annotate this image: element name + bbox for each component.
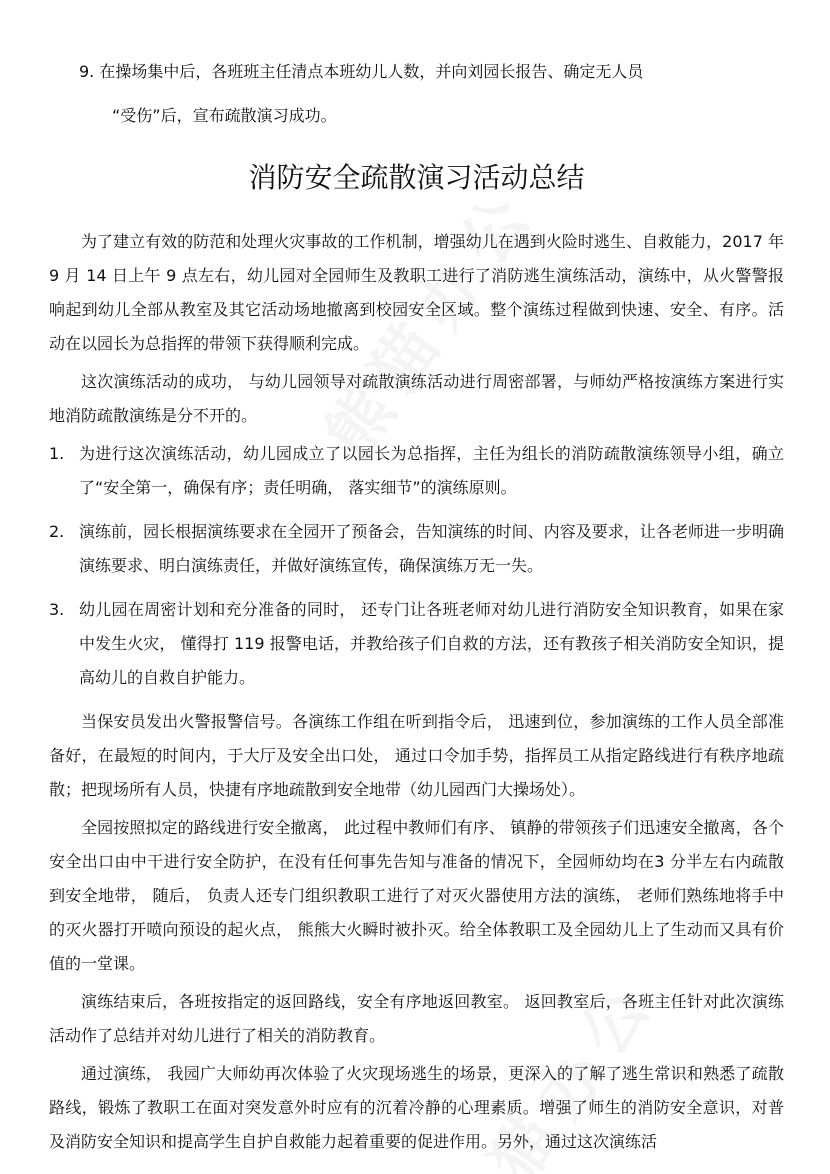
list-text: 为进行这次演练活动，幼儿园成立了以园长为总指挥，主任为组长的消防疏散演练领导小组，确立了“安全第一，确保有序；责任明确， 落实细节”的演练原则。: [79, 444, 784, 497]
list-item: [49, 593, 784, 695]
document-title: 消防安全疏散演习活动总结: [248, 161, 585, 194]
list-item-9-line1: 9. 在操场集中后，各班班主任清点本班幼儿人数，并向刘园长报告、确定无人员: [79, 62, 644, 81]
list-item-9-line2: “受伤”后，宣布疏散演习成功。: [112, 106, 337, 125]
paragraph-intro: 为了建立有效的防范和处理火灾事故的工作机制，增强幼儿在遇到火险时逃生、自救能力，2017 年 9 月 14 日上午 9 点左右，幼儿园对全园师生及教职工进行了消防逃生演练活动，演练中，从火警警报响起到幼儿全部从教室及其它活动场地撤离到校园安全区域。整个演练过程做到快速、安全、有序。活动在以园长为总指挥的带领下获得顺利完成。: [49, 232, 784, 353]
list-text: 幼儿园在周密计划和充分准备的同时， 还专门让各班老师对幼儿进行消防安全知识教育，如果在家中发生火灾， 懂得打 119 报警电话，并教给孩子们自救的方法，还有教孩子相关消防安全知识，提高幼儿的自救自护能力。: [79, 600, 784, 687]
list-item-9: [49, 55, 784, 133]
list-item: [49, 515, 784, 583]
paragraph-success: 这次演练活动的成功， 与幼儿园领导对疏散演练活动进行周密部署，与师幼严格按演练方案进行实地消防疏散演练是分不开的。: [49, 372, 784, 425]
list-number: 3.: [49, 600, 65, 619]
paragraph-alarm: 当保安员发出火警报警信号。各演练工作组在听到指令后， 迅速到位，参加演练的工作人员全部准备好，在最短的时间内，于大厅及安全出口处， 通过口令加手势，指挥员工从指定路线进行有秩序地疏散；把现场所有人员，快捷有序地疏散到安全地带（幼儿园西门大操场处）。: [49, 712, 784, 799]
list-number: 2.: [49, 522, 65, 541]
paragraph-conclusion: 通过演练， 我园广大师幼再次体验了火灾现场逃生的场景，更深入的了解了逃生常识和熟悉了疏散路线，锻炼了教职工在面对突发意外时应有的沉着冷静的心理素质。增强了师生的消防安全意识，对普及消防安全知识和提高学生自护自救能力起着重要的促进作用。另外，通过这次演练活: [49, 1064, 784, 1151]
paragraph-evacuation: 全园按照拟定的路线进行安全撤离， 此过程中教师们有序、 镇静的带领孩子们迅速安全撤离，各个安全出口由中干进行安全防护，在没有任何事先告知与准备的情况下，全园师幼均在3 分半左右内疏散到安全地带， 随后， 负责人还专门组织教职工进行了对灭火器使用方法的演练， 老师们熟练地将手中的灭火器打开喷向预设的起火点， 熊熊大火瞬时被扑灭。给全体教职工及全园幼儿上了生动而又具有价值的一堂课。: [49, 818, 784, 973]
list-item: [49, 437, 784, 505]
numbered-list: [49, 437, 784, 695]
list-number: 1.: [49, 444, 65, 463]
document-body: [49, 55, 784, 1163]
list-text: 演练前，园长根据演练要求在全园开了预备会，告知演练的时间、内容及要求，让各老师进一步明确演练要求、明白演练责任，并做好演练宣传，确保演练万无一失。: [79, 522, 784, 575]
paragraph-return: 演练结束后，各班按指定的返回路线，安全有序地返回教室。 返回教室后，各班主任针对此次演练活动作了总结并对幼儿进行了相关的消防教育。: [49, 992, 784, 1045]
